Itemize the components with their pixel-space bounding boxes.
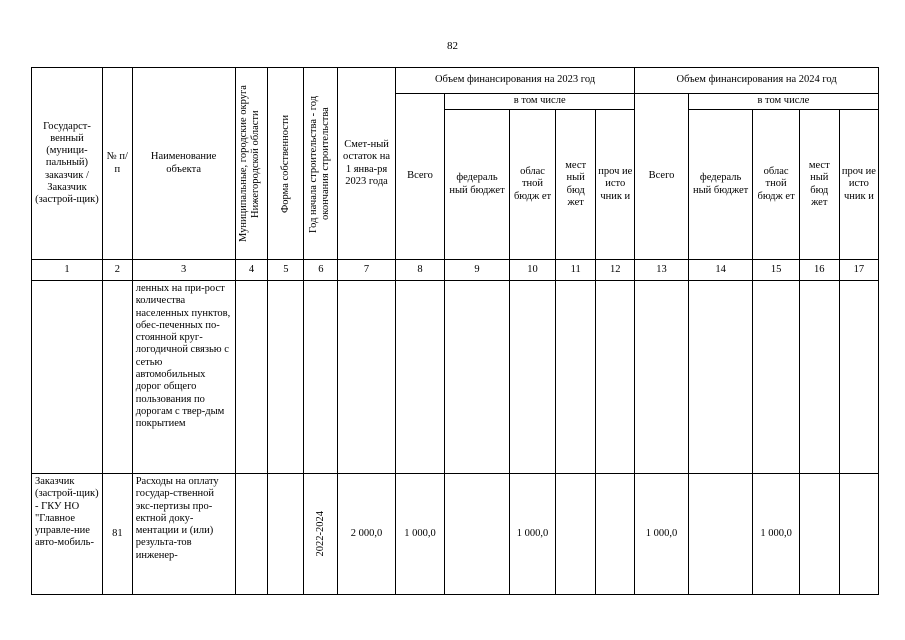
header-2023-including: в том числе bbox=[445, 94, 635, 110]
column-number: 3 bbox=[132, 260, 235, 281]
cell-number: 81 bbox=[102, 474, 132, 595]
cell-2023-other bbox=[596, 474, 635, 595]
cell-object-name: Расходы на оплату государ-ственной экс-пертизы про-ектной доку-ментации и (или) результа-тов инженер- bbox=[132, 474, 235, 595]
cell-years bbox=[304, 281, 338, 474]
column-number: 8 bbox=[395, 260, 444, 281]
header-2024-total: Всего bbox=[635, 94, 688, 260]
header-years bbox=[304, 68, 338, 260]
cell-2023-other bbox=[596, 281, 635, 474]
header-2024-regional: облас тной бюдж ет bbox=[753, 110, 799, 260]
header-object-name: Наименование объекта bbox=[132, 68, 235, 260]
cell-number bbox=[102, 281, 132, 474]
cell-2023-total bbox=[395, 281, 444, 474]
cell-municipality bbox=[235, 281, 268, 474]
header-2024-other: проч ие исто чник и bbox=[839, 110, 878, 260]
column-number: 10 bbox=[509, 260, 555, 281]
page-number: 82 bbox=[447, 40, 458, 52]
column-number: 17 bbox=[839, 260, 878, 281]
table-row bbox=[32, 281, 879, 474]
cell-ownership bbox=[268, 474, 304, 595]
cell-years bbox=[304, 474, 338, 595]
column-number: 1 bbox=[32, 260, 103, 281]
cell-2023-federal bbox=[445, 474, 510, 595]
cell-remainder bbox=[338, 281, 396, 474]
column-number: 16 bbox=[799, 260, 839, 281]
column-number: 12 bbox=[596, 260, 635, 281]
cell-2023-regional: 1 000,0 bbox=[509, 474, 555, 595]
header-2023-federal: федераль ный бюджет bbox=[445, 110, 510, 260]
column-number: 11 bbox=[556, 260, 596, 281]
header-2023-total: Всего bbox=[395, 94, 444, 260]
column-number: 15 bbox=[753, 260, 799, 281]
column-number: 9 bbox=[445, 260, 510, 281]
header-2024-federal: федераль ный бюджет bbox=[688, 110, 753, 260]
financing-table bbox=[31, 67, 879, 595]
cell-2024-local bbox=[799, 474, 839, 595]
header-financing-2024: Объем финансирования на 2024 год bbox=[635, 68, 879, 94]
header-financing-2023: Объем финансирования на 2023 год bbox=[395, 68, 634, 94]
header-years-text: Год начала строительства - год окончания строительства bbox=[307, 94, 331, 233]
header-2024-local: мест ный бюд жет bbox=[799, 110, 839, 260]
cell-remainder: 2 000,0 bbox=[338, 474, 396, 595]
header-municipality bbox=[235, 68, 268, 260]
column-number: 7 bbox=[338, 260, 396, 281]
cell-2024-regional bbox=[753, 281, 799, 474]
column-number: 14 bbox=[688, 260, 753, 281]
cell-2024-local bbox=[799, 281, 839, 474]
header-number: № п/ п bbox=[102, 68, 132, 260]
cell-2024-federal bbox=[688, 281, 753, 474]
header-municipality-text: Муниципальные, городские округа Нижегородской области bbox=[238, 85, 262, 242]
cell-customer bbox=[32, 281, 103, 474]
header-ownership bbox=[268, 68, 304, 260]
header-ownership-text: Форма собственности bbox=[280, 114, 291, 213]
cell-years-text: 2022-2024 bbox=[314, 511, 326, 557]
cell-2023-local bbox=[556, 281, 596, 474]
cell-2024-other bbox=[839, 281, 878, 474]
cell-2024-federal bbox=[688, 474, 753, 595]
cell-customer: Заказчик (застрой-щик) - ГКУ НО "Главное управле-ние авто-мобиль- bbox=[32, 474, 103, 595]
column-number: 6 bbox=[304, 260, 338, 281]
header-2023-regional: облас тной бюдж ет bbox=[509, 110, 555, 260]
cell-2024-total: 1 000,0 bbox=[635, 474, 688, 595]
cell-object-name: ленных на при-рост количества населенных пунктов, обес-печенных по-стоянной круг-логодичной связью с сетью автомобильных дорог общего пользования по дорогам с твер-дым покрытием bbox=[132, 281, 235, 474]
column-number: 13 bbox=[635, 260, 688, 281]
cell-2023-total: 1 000,0 bbox=[395, 474, 444, 595]
cell-2023-local bbox=[556, 474, 596, 595]
column-number-row bbox=[32, 260, 879, 281]
column-number: 5 bbox=[268, 260, 304, 281]
header-remainder: Смет-ный остаток на 1 янва-ря 2023 года bbox=[338, 68, 396, 260]
cell-2023-federal bbox=[445, 281, 510, 474]
table-row bbox=[32, 474, 879, 595]
column-number: 2 bbox=[102, 260, 132, 281]
cell-ownership bbox=[268, 281, 304, 474]
header-2023-other: проч ие исто чник и bbox=[596, 110, 635, 260]
header-customer: Государст-венный (муници-пальный) заказчик / Заказчик (застрой-щик) bbox=[32, 68, 103, 260]
header-2024-including: в том числе bbox=[688, 94, 878, 110]
cell-2023-regional bbox=[509, 281, 555, 474]
cell-2024-regional: 1 000,0 bbox=[753, 474, 799, 595]
header-2023-local: мест ный бюд жет bbox=[556, 110, 596, 260]
cell-2024-total bbox=[635, 281, 688, 474]
cell-municipality bbox=[235, 474, 268, 595]
column-number: 4 bbox=[235, 260, 268, 281]
cell-2024-other bbox=[839, 474, 878, 595]
